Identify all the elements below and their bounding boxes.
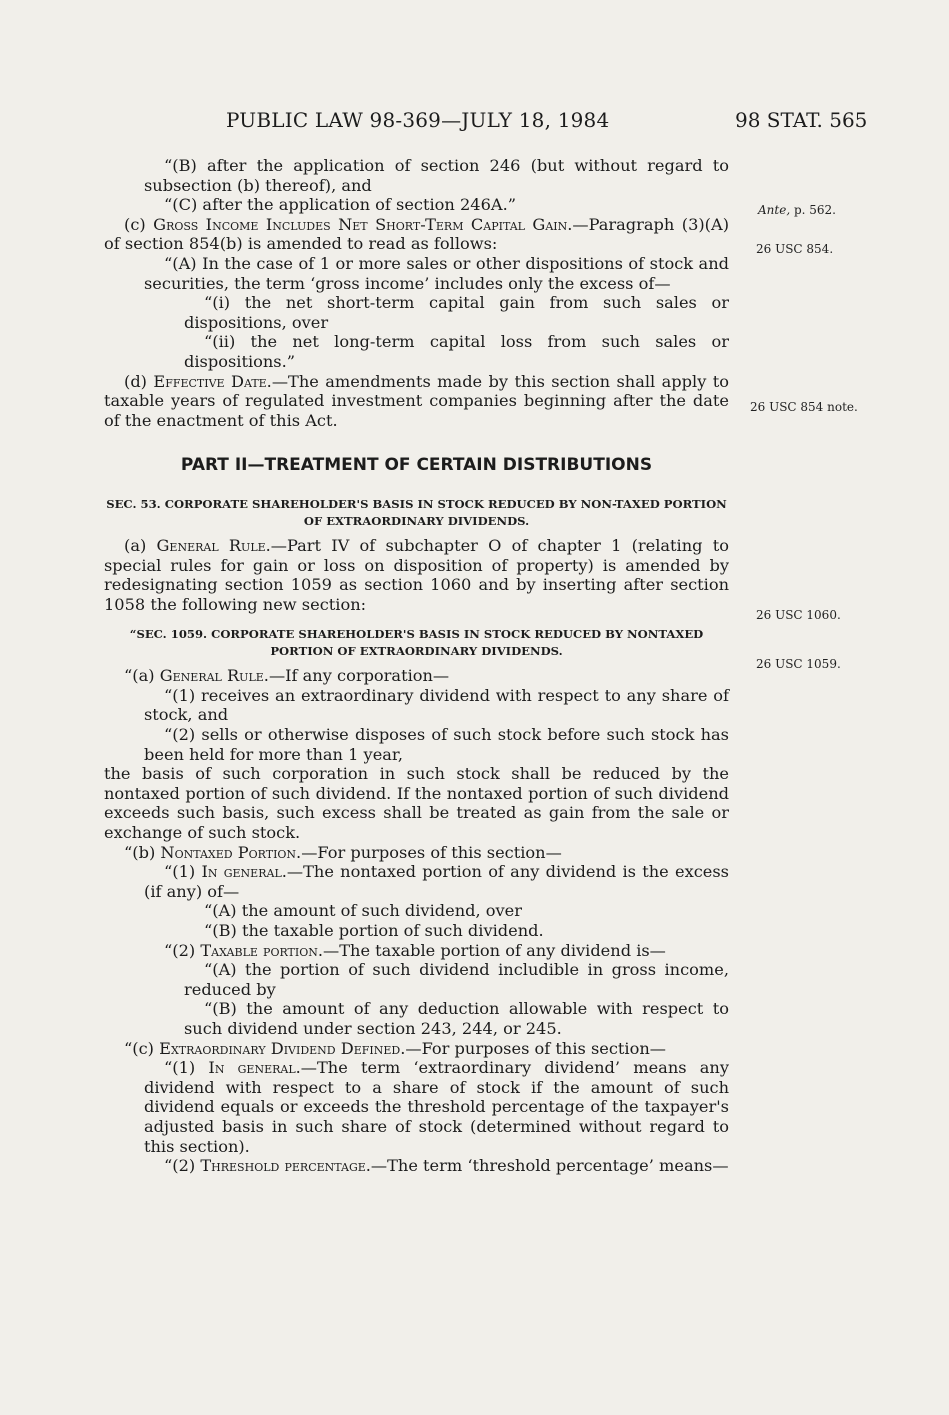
subsection-c-heading: Gross Income Includes Net Short-Term Capital Gain. [153, 214, 573, 234]
quoted-subsection-a-lead: “(a) [124, 666, 160, 686]
quoted-c-paragraph-2 [104, 1156, 729, 1176]
quoted-b-1-text: —The nontaxed portion of any dividend is the excess (if any) of— [144, 862, 729, 901]
quoted-subsection-b-heading: Nontaxed Portion. [160, 842, 302, 862]
clause-ii-long-term-loss: “(ii) the net long-term capital loss from such sales or dispositions.” [184, 332, 729, 371]
quoted-b-2-heading: Taxable portion. [200, 940, 324, 960]
quoted-c-2-heading: Threshold percentage. [200, 1156, 371, 1176]
margin-note-ante [758, 203, 836, 217]
subsection-a-lead: (a) [124, 535, 157, 555]
quoted-c-paragraph-1 [104, 1058, 729, 1156]
subsection-a-general-rule [104, 536, 729, 614]
quoted-c-2-text: —The term ‘threshold percentage’ means— [370, 1156, 729, 1176]
quoted-b-2-subparagraph-a: “(A) the portion of such dividend includible in gross income, reduced by [184, 960, 729, 999]
subparagraph-a-gross-income: “(A) In the case of 1 or more sales or other dispositions of stock and securities, the term ‘gross income’ includes only the excess of— [144, 253, 729, 293]
quoted-b-1-subparagraph-a: “(A) the amount of such dividend, over [204, 901, 522, 921]
paragraph-b-after-section-246: “(B) after the application of section 246 (but without regard to subsection (b) thereof), and [144, 156, 729, 195]
quoted-b-2-subparagraph-b: “(B) the amount of any deduction allowable with respect to such dividend under section 243, 244, or 245. [184, 999, 729, 1038]
quoted-subsection-a [104, 666, 729, 686]
subsection-c-text: —Paragraph (3)(A) of section 854(b) is amended to read as follows: [104, 214, 730, 254]
section-1059-heading: “SEC. 1059. CORPORATE SHAREHOLDER'S BASIS IN STOCK REDUCED BY NONTAXED PORTION OF EXTRAORDINARY DIVIDENDS. [129, 627, 704, 659]
quoted-c-1-text: —The term ‘extraordinary dividend’ means any dividend with respect to a share of stock if the amount of such dividend equals or exceeds the threshold percentage of the taxpayer's adjusted basis in such share of stock (determined without regard to this section). [144, 1058, 729, 1156]
quoted-b-2-text: —The taxable portion of any dividend is— [323, 940, 666, 960]
quoted-subsection-c-heading: Extraordinary Dividend Defined. [159, 1038, 406, 1058]
quoted-c-1-heading: In general. [208, 1058, 301, 1078]
quoted-subsection-b-text: —For purposes of this section— [301, 842, 562, 862]
quoted-b-paragraph-2 [104, 941, 729, 961]
quoted-b-1-lead: “(1) [164, 862, 202, 882]
quoted-a-flush-text: the basis of such corporation in such stock shall be reduced by the nontaxed portion of such dividend. If the nontaxed portion of such dividend exceeds such basis, such excess shall be treated as gain from the sale or exchange of such stock. [104, 764, 729, 843]
margin-note-26-usc-854: 26 USC 854. [756, 242, 834, 256]
subsection-c-lead: (c) [124, 214, 154, 234]
subsection-d [104, 372, 729, 431]
subsection-c [104, 215, 729, 254]
quoted-c-2-lead: “(2) [164, 1156, 201, 1176]
quoted-a-paragraph-2: “(2) sells or otherwise disposes of such stock before such stock has been held for more than 1 year, [144, 725, 729, 764]
quoted-subsection-b [104, 843, 729, 863]
running-head [0, 108, 949, 138]
section-53-heading: SEC. 53. CORPORATE SHAREHOLDER'S BASIS IN STOCK REDUCED BY NON-TAXED PORTION OF EXTRAORDINARY DIVIDENDS. [106, 496, 727, 528]
paragraph-c-after-section-246a: “(C) after the application of section 246A.” [164, 195, 516, 215]
quoted-b-paragraph-1 [104, 862, 729, 901]
quoted-subsection-b-lead: “(b) [124, 842, 161, 862]
margin-note-26-usc-854-note: 26 USC 854 note. [750, 400, 858, 414]
quoted-subsection-c-text: —For purposes of this section— [405, 1038, 666, 1058]
quoted-subsection-a-text: —If any corporation— [268, 666, 450, 686]
clause-i-short-term-gain: “(i) the net short-term capital gain from such sales or dispositions, over [184, 293, 729, 332]
subsection-a-text: —Part IV of subchapter O of chapter 1 (relating to special rules for gain or loss on disposition of property) is amended by redesignating section 1059 as section 1060 and by inserting after section 1058 the following new section: [104, 535, 729, 614]
margin-note-26-usc-1059: 26 USC 1059. [756, 657, 841, 671]
margin-note-ante-page: p. 562. [790, 203, 836, 217]
margin-note-26-usc-1060: 26 USC 1060. [756, 608, 841, 622]
part-heading: PART II—TREATMENT OF CERTAIN DISTRIBUTIONS [180, 455, 653, 476]
quoted-subsection-c-lead: “(c) [124, 1038, 160, 1058]
quoted-subsection-c [104, 1039, 729, 1059]
quoted-c-1-lead: “(1) [164, 1058, 209, 1078]
running-head-title: PUBLIC LAW 98-369—JULY 18, 1984 [226, 108, 610, 132]
statute-text [104, 156, 729, 1176]
margin-note-ante-italic: Ante, [758, 203, 791, 217]
subsection-a-heading: General Rule. [156, 535, 271, 555]
quoted-b-1-heading: In general. [201, 862, 287, 882]
subsection-d-text: —The amendments made by this section shall apply to taxable years of regulated investment companies beginning after the date of the enactment of this Act. [104, 371, 730, 430]
quoted-a-paragraph-1: “(1) receives an extraordinary dividend with respect to any share of stock, and [144, 685, 729, 725]
subsection-d-lead: (d) [124, 371, 154, 391]
statute-page-number: 98 STAT. 565 [735, 108, 868, 132]
subsection-d-heading: Effective Date. [153, 371, 272, 391]
quoted-b-1-subparagraph-b: “(B) the taxable portion of such dividend. [204, 921, 544, 940]
quoted-subsection-a-heading: General Rule. [159, 666, 269, 686]
quoted-b-2-lead: “(2) [164, 940, 201, 960]
